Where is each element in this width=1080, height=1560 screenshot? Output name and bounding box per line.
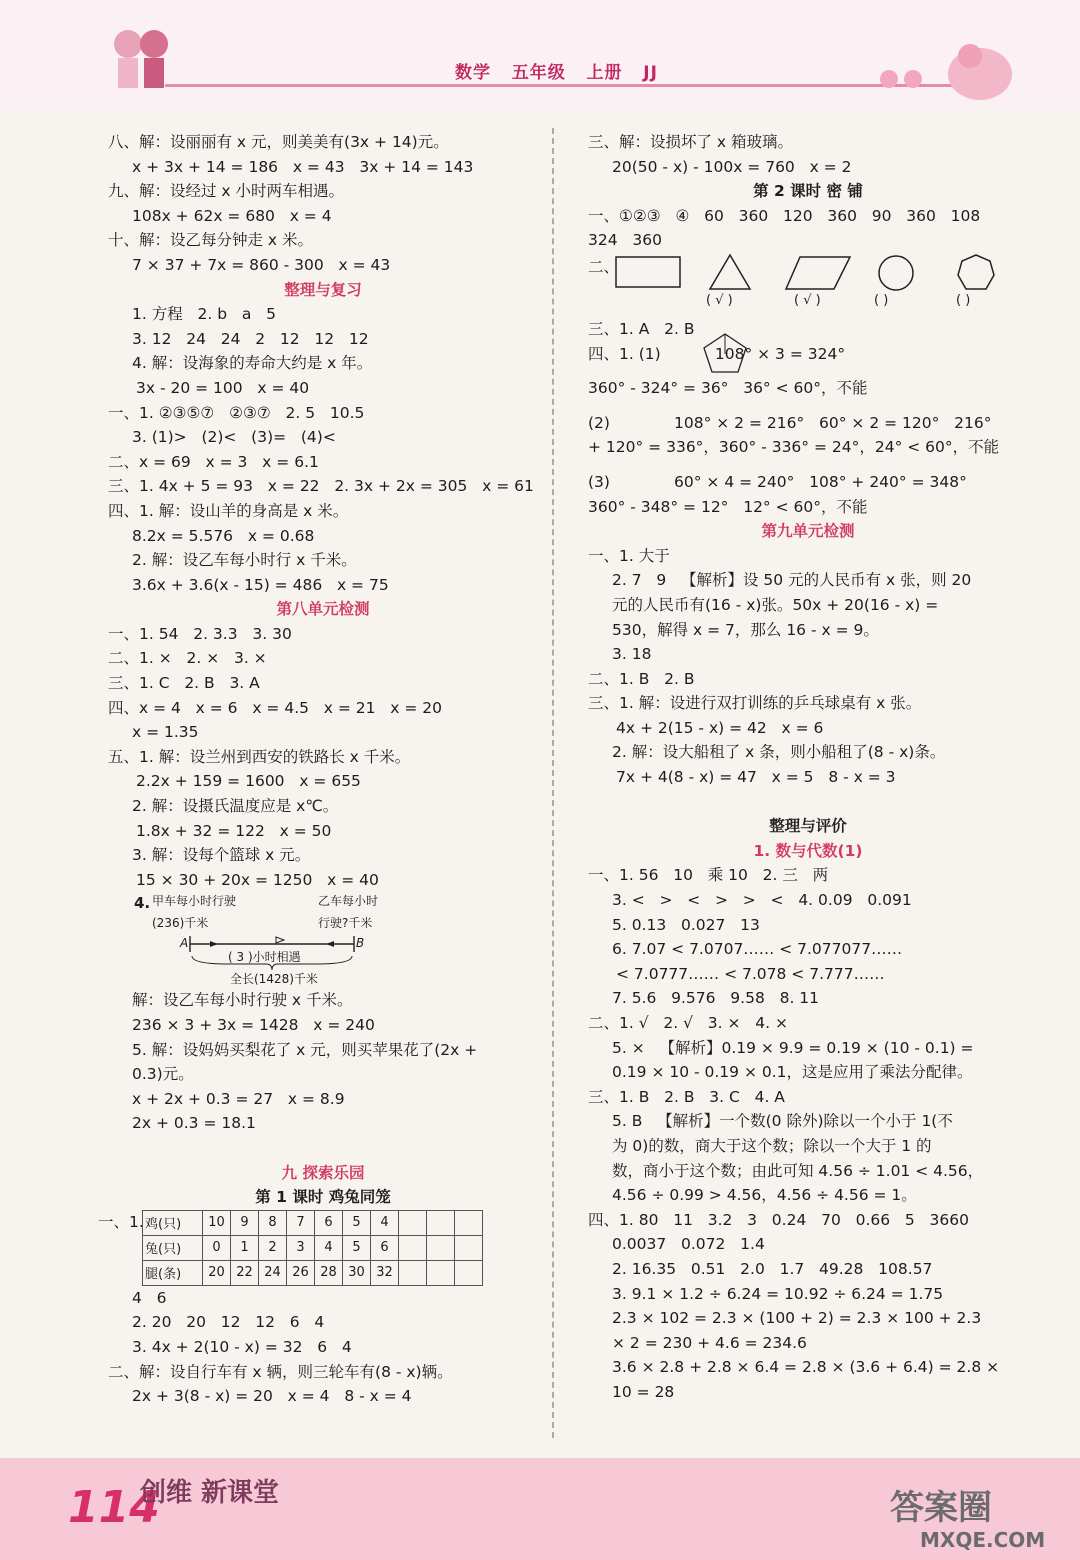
table-cell: 9 [231, 1210, 259, 1235]
section-heading: 九 探索乐园 [281, 1163, 365, 1182]
answer-line: 530，解得 x = 7，那么 16 - x = 9。 [612, 620, 879, 639]
table-cell: 10 [203, 1210, 231, 1235]
shape-check: ( ) [874, 292, 889, 308]
answer-line: 3. 4x + 2(10 - x) = 32 6 4 [132, 1337, 352, 1356]
answer-line: 五、1. 解：设兰州到西安的铁路长 x 千米。 [108, 747, 411, 766]
answer-line: 0.3)元。 [132, 1065, 194, 1084]
watermark-url: MXQE.COM [920, 1528, 1046, 1552]
answer-line: 324 360 [588, 231, 662, 250]
subsection-heading: 1. 数与代数(1) [753, 841, 863, 860]
answer-line: x + 2x + 0.3 = 27 x = 8.9 [132, 1089, 345, 1108]
table-cell: 28 [315, 1260, 343, 1285]
shape-check: ( √ ) [706, 292, 733, 308]
answer-line: 为 0)的数，商大于这个数；除以一个大于 1 的 [612, 1136, 932, 1155]
answer-line: 4.56 ÷ 0.99 > 4.56，4.56 ÷ 4.56 = 1。 [612, 1186, 917, 1205]
question-number: 二、 [588, 257, 620, 276]
answer-line: 元的人民币有(16 - x)张。50x + 20(16 - x) = [612, 595, 939, 614]
diagram-point-a: A [180, 936, 189, 951]
answer-line: 8.2x = 5.576 x = 0.68 [132, 526, 315, 545]
table-cell: 1 [231, 1235, 259, 1260]
left-column [98, 130, 538, 1409]
answer-line: 6. 7.07 < 7.0707…… < 7.077077…… [612, 940, 903, 959]
answer-line: 3. (1)> (2)< (3)= (4)< [132, 428, 336, 447]
answer-line: 3.6x + 3.6(x - 15) = 486 x = 75 [132, 575, 389, 594]
answer-line: 0.19 × 10 - 0.19 × 0.1，这是应用了乘法分配律。 [612, 1063, 973, 1082]
table-cell: 5 [343, 1235, 371, 1260]
answer-line: 5. 解：设妈妈买梨花了 x 元，则买苹果花了(2x + [132, 1040, 478, 1059]
lesson-heading: 第 2 课时 密 铺 [753, 182, 863, 201]
rectangle-shape-icon [614, 255, 684, 291]
answer-line: 2. 7 9 【解析】设 50 元的人民币有 x 张，则 20 [612, 571, 972, 590]
header-rule [165, 84, 965, 87]
answer-line: 2x + 3(8 - x) = 20 x = 4 8 - x = 4 [132, 1387, 412, 1406]
answer-line: 二、解：设自行车有 x 辆，则三轮车有(8 - x)辆。 [108, 1362, 453, 1381]
watermark: 答案圈 [890, 1488, 992, 1528]
answer-line: 三、解：设损坏了 x 箱玻璃。 [588, 133, 794, 151]
answer-line: 236 × 3 + 3x = 1428 x = 240 [132, 1016, 375, 1034]
page-header [0, 0, 1080, 108]
answer-line: 2. 16.35 0.51 2.0 1.7 49.28 108.57 [612, 1259, 933, 1278]
answer-line: 3. 18 [612, 645, 652, 664]
answer-line: 二、1. B 2. B [588, 669, 695, 688]
table-cell: 24 [259, 1260, 287, 1285]
answer-line: 十、解：设乙每分钟走 x 米。 [108, 231, 314, 250]
table-cell: 6 [315, 1210, 343, 1235]
right-column [588, 130, 1028, 1405]
meeting-diagram [134, 892, 538, 988]
answer-line: 7x + 4(8 - x) = 47 x = 5 8 - x = 3 [616, 768, 896, 787]
answer-line: 2. 解：设摄氏温度应是 x℃。 [132, 797, 339, 816]
chicken-rabbit-table [142, 1210, 483, 1286]
answer-line: 2.2x + 159 = 1600 x = 655 [136, 772, 361, 791]
answer-line: 一、①②③ ④ 60 360 120 360 90 360 108 [588, 206, 981, 225]
diagram-point-b: B [356, 936, 365, 951]
tessellation-shapes [588, 253, 1028, 317]
heptagon-shape-icon [956, 253, 996, 293]
answer-line: 4. 解：设海象的寿命大约是 x 年。 [132, 354, 373, 373]
answer-line: 1.8x + 32 = 122 x = 50 [136, 821, 332, 840]
table-cell: 6 [371, 1235, 399, 1260]
table-cell: 5 [343, 1210, 371, 1235]
column-divider [552, 128, 554, 1438]
mascot-illustration [940, 34, 1020, 104]
answer-line: 1. 方程 2. b a 5 [132, 305, 276, 324]
table-cell: 4 [315, 1235, 343, 1260]
table-cell [399, 1210, 427, 1235]
table-cell [427, 1260, 455, 1285]
answer-line: 3.6 × 2.8 + 2.8 × 6.4 = 2.8 × (3.6 + 6.4) = 2.8 × [612, 1358, 1000, 1377]
pentagon-tiling-icon [700, 332, 750, 376]
answer-line: 3. < > < > > < 4. 0.09 0.091 [612, 891, 912, 910]
answer-line: (2) 108° × 2 = 216° 60° × 2 = 120° 216° [588, 413, 992, 432]
header-title: 数学 五年级 上册 JJ [455, 63, 658, 83]
answer-line: 5. 0.13 0.027 13 [612, 915, 760, 934]
table-cell: 4 [371, 1210, 399, 1235]
answer-line: 三、1. B 2. B 3. C 4. A [588, 1087, 785, 1106]
table-cell [455, 1210, 483, 1235]
answer-line: 一、1. ②③⑤⑦ ②③⑦ 2. 5 10.5 [108, 403, 365, 422]
shape-check: ( ) [956, 292, 971, 308]
answer-line: 108x + 62x = 680 x = 4 [132, 206, 332, 225]
table-cell [427, 1210, 455, 1235]
answer-line: 5. B 【解析】一个数(0 除外)除以一个小于 1(不 [612, 1112, 953, 1131]
answer-line: 2.3 × 102 = 2.3 × (100 + 2) = 2.3 × 100 + 2.3 [612, 1309, 982, 1328]
table-cell [427, 1235, 455, 1260]
section-heading: 整理与复习 [284, 280, 362, 299]
answer-line: 2. 20 20 12 12 6 4 [132, 1313, 325, 1332]
lesson-heading: 第 1 课时 鸡兔同笼 [255, 1188, 391, 1207]
answer-line: 20(50 - x) - 100x = 760 x = 2 [612, 157, 852, 176]
brand-logo: 创维 新课堂 [140, 1478, 280, 1508]
circle-shape-icon [876, 253, 916, 293]
answer-line: 2. 解：设大船租了 x 条，则小船租了(8 - x)条。 [612, 743, 946, 762]
diagram-number: 4. [134, 894, 151, 913]
answer-line: 四、x = 4 x = 6 x = 4.5 x = 21 x = 20 [108, 698, 443, 717]
table-cell: 0 [203, 1235, 231, 1260]
answer-line: < 7.0777…… < 7.078 < 7.777…… [616, 964, 885, 983]
header-dots [880, 70, 928, 92]
table-row [143, 1210, 483, 1235]
shape-check: ( √ ) [794, 292, 821, 308]
answer-line: 二、1. √ 2. √ 3. × 4. × [588, 1014, 788, 1032]
answer-line: 解：设乙车每小时行驶 x 千米。 [132, 991, 353, 1010]
table-cell: 32 [371, 1260, 399, 1285]
diagram-label: ( 3 )小时相遇 [228, 950, 301, 965]
table-row-header: 兔(只) [143, 1235, 203, 1260]
answer-line: x + 3x + 14 = 186 x = 43 3x + 14 = 143 [132, 157, 474, 176]
table-cell: 3 [287, 1235, 315, 1260]
answer-line: 三、1. A 2. B [588, 319, 695, 338]
parallelogram-shape-icon [784, 255, 852, 291]
table-cell: 26 [287, 1260, 315, 1285]
question-number: 一、1. [98, 1212, 144, 1231]
answer-line: × 2 = 230 + 4.6 = 234.6 [612, 1333, 807, 1352]
answer-line: 三、1. 解：设进行双打训练的乒乓球桌有 x 张。 [588, 694, 922, 713]
triangle-shape-icon [708, 253, 752, 293]
answer-line: 一、1. 大于 [588, 546, 670, 565]
answer-line: + 120° = 336°，360° - 336° = 24°，24° < 60°，不能 [588, 438, 1000, 457]
diagram-label: 全长(1428)千米 [230, 972, 318, 987]
answer-line: 3. 12 24 24 2 12 12 12 [132, 329, 369, 348]
answer-line: 2. 解：设乙车每小时行 x 千米。 [132, 551, 357, 570]
answer-line: 2x + 0.3 = 18.1 [132, 1114, 256, 1133]
table-cell: 30 [343, 1260, 371, 1285]
diagram-label: 甲车每小时行驶 [152, 894, 237, 909]
table-row [143, 1260, 483, 1285]
answer-line: 四、1. (1) 108° × 3 = 324° [588, 344, 846, 363]
answer-line: x = 1.35 [132, 723, 199, 742]
table-cell [399, 1260, 427, 1285]
answer-line: 7. 5.6 9.576 9.58 8. 11 [612, 989, 820, 1008]
table-row-header: 鸡(只) [143, 1210, 203, 1235]
answer-line: (3) 60° × 4 = 240° 108° + 240° = 348° [588, 472, 967, 491]
answer-line: 5. × 【解析】0.19 × 9.9 = 0.19 × (10 - 0.1) = [612, 1038, 974, 1057]
answer-line: 九、解：设经过 x 小时两车相遇。 [108, 182, 345, 201]
answer-line: 一、1. 54 2. 3.3 3. 30 [108, 624, 292, 643]
answer-line: 10 = 28 [612, 1382, 675, 1401]
section-heading: 第九单元检测 [761, 522, 855, 541]
answer-line: 15 × 30 + 20x = 1250 x = 40 [136, 870, 379, 889]
kids-illustration [100, 22, 180, 102]
answer-line: 四、1. 80 11 3.2 3 0.24 70 0.66 5 3660 [588, 1210, 969, 1229]
answer-line: 3x - 20 = 100 x = 40 [136, 378, 310, 397]
diagram-label: 乙车每小时 [318, 894, 379, 909]
table-cell: 22 [231, 1260, 259, 1285]
answer-line: 360° - 348° = 12° 12° < 60°，不能 [588, 497, 868, 516]
diagram-label: 行驶?千米 [318, 916, 373, 931]
answer-line: 二、x = 69 x = 3 x = 6.1 [108, 452, 319, 471]
answer-line: 3. 解：设每个篮球 x 元。 [132, 846, 311, 865]
table-cell [399, 1235, 427, 1260]
table-row-header: 腿(条) [143, 1260, 203, 1285]
answer-line: 360° - 324° = 36° 36° < 60°，不能 [588, 379, 868, 398]
answer-line: 0.0037 0.072 1.4 [612, 1235, 765, 1254]
answer-line: 三、1. 4x + 5 = 93 x = 22 2. 3x + 2x = 305 x = 61 [108, 477, 534, 496]
answer-line: 7 × 37 + 7x = 860 - 300 x = 43 [132, 255, 391, 274]
answer-line: 二、1. × 2. × 3. × [108, 649, 267, 668]
page-number: 114 [68, 1482, 160, 1533]
section-heading: 第八单元检测 [276, 600, 370, 619]
section-heading: 整理与评价 [769, 817, 847, 836]
table-cell: 2 [259, 1235, 287, 1260]
answer-line: 八、解：设丽丽有 x 元，则美美有(3x + 14)元。 [108, 133, 449, 151]
table-cell: 7 [287, 1210, 315, 1235]
table-cell [455, 1235, 483, 1260]
answer-line: 数，商小于这个数；由此可知 4.56 ÷ 1.01 < 4.56， [612, 1161, 984, 1180]
answer-line: 四、1. 解：设山羊的身高是 x 米。 [108, 501, 349, 520]
table-cell: 8 [259, 1210, 287, 1235]
table-cell [455, 1260, 483, 1285]
answer-line: 三、1. C 2. B 3. A [108, 674, 260, 693]
chicken-rabbit-table-block [98, 1210, 538, 1286]
answer-line: 4x + 2(15 - x) = 42 x = 6 [616, 718, 824, 737]
table-cell: 20 [203, 1260, 231, 1285]
answer-line: 3. 9.1 × 1.2 ÷ 6.24 = 10.92 ÷ 6.24 = 1.75 [612, 1284, 944, 1303]
answer-line: 一、1. 56 10 乘 10 2. 三 两 [588, 866, 829, 885]
table-row [143, 1235, 483, 1260]
diagram-label: (236)千米 [152, 916, 209, 931]
answer-line: 4 6 [132, 1288, 167, 1307]
